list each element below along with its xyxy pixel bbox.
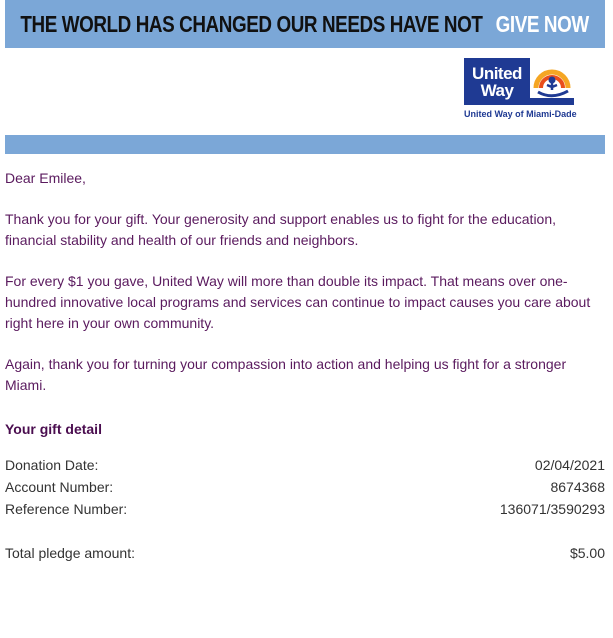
logo-line-2: Way (480, 80, 514, 100)
letter-body (5, 168, 605, 416)
paragraph-impact: For every $1 you gave, United Way will more than double its impact. That means over one-hundred innovative local programs and services can continue to impact causes you care about right here in your own community. (5, 273, 591, 331)
top-banner[interactable] (5, 0, 605, 48)
gift-detail-title: Your gift detail (5, 421, 102, 437)
gift-label: Donation Date: (5, 457, 99, 473)
paragraph-closing: Again, thank you for turning your compassion into action and helping us fight for a stronger Miami. (5, 356, 567, 393)
logo-caption: United Way of Miami-Dade (464, 109, 577, 119)
gift-detail-table (5, 454, 605, 564)
gift-value: 02/04/2021 (534, 457, 605, 473)
gift-row-reference-number (5, 498, 605, 520)
gift-value: 136071/3590293 (499, 501, 605, 517)
banner-message: THE WORLD HAS CHANGED OUR NEEDS HAVE NOT (20, 10, 483, 37)
total-value: $5.00 (569, 545, 605, 561)
gift-row-account-number (5, 476, 605, 498)
logo-wordmark (464, 58, 530, 105)
gift-value: 8674368 (550, 479, 605, 495)
header-divider (5, 135, 605, 154)
hand-rainbow-icon (530, 58, 574, 105)
gift-row-donation-date (5, 454, 605, 476)
logo-line-1: United (472, 63, 522, 83)
banner-text (21, 11, 589, 38)
gift-row-total (5, 542, 605, 564)
paragraph-thanks: Thank you for your gift. Your generosity and support enables us to fight for the education, financial stability and health of our friends and neighbors. (5, 211, 557, 248)
give-now-link[interactable]: GIVE NOW (496, 10, 590, 37)
logo-mark (464, 58, 574, 105)
total-label: Total pledge amount: (5, 545, 135, 561)
greeting: Dear Emilee, (5, 170, 86, 186)
gift-label: Reference Number: (5, 501, 128, 517)
gift-label: Account Number: (5, 479, 114, 495)
united-way-logo[interactable] (464, 58, 576, 122)
